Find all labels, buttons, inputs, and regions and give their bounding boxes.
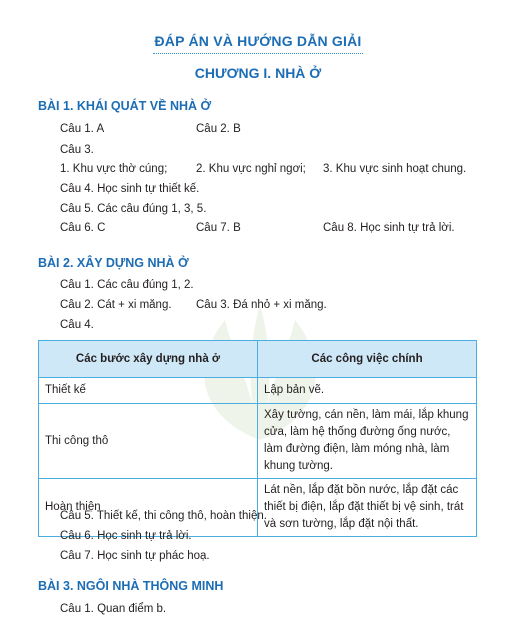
lesson-1-answer-4: Câu 4. Học sinh tự thiết kế. [60, 183, 200, 195]
table-header-tasks: Các công việc chính [258, 341, 477, 378]
table-header-row [39, 341, 477, 378]
page-title: ĐÁP ÁN VÀ HƯỚNG DẪN GIẢI [154, 33, 362, 49]
lesson-2-answer-2: Câu 2. Cát + xi măng. [60, 299, 172, 311]
table-header-step: Các bước xây dựng nhà ở [39, 341, 258, 378]
lesson-1-heading: BÀI 1. KHÁI QUÁT VỀ NHÀ Ở [38, 99, 212, 113]
table-cell-tasks: Lát nền, lắp đặt bồn nước, lắp đặt các thiết bị điện, lắp đặt thiết bị vệ sinh, trát và sơn tường, lắp đặt nội thất. [258, 479, 477, 537]
lesson-1-answer-3a: 1. Khu vực thờ cúng; [60, 163, 168, 175]
lesson-1-answer-8: Câu 8. Học sinh tự trả lời. [323, 222, 455, 234]
table-cell-step: Hoàn thiện [39, 479, 258, 537]
construction-steps-table [38, 340, 477, 537]
table-row [39, 479, 477, 537]
lesson-2-answer-4: Câu 4. [60, 319, 94, 331]
lesson-1-answer-5: Câu 5. Các câu đúng 1, 3, 5. [60, 203, 207, 215]
table-row [39, 404, 477, 479]
table-cell-tasks: Lập bản vẽ. [258, 378, 477, 404]
lesson-1-answer-3: Câu 3. [60, 144, 94, 156]
lesson-2-answer-5: Câu 5. Thiết kế, thi công thô, hoàn thiện. [60, 510, 267, 522]
lesson-1-answer-1: Câu 1. A [60, 123, 105, 135]
lesson-2-answer-7: Câu 7. Học sinh tự phác hoạ. [60, 550, 210, 562]
lesson-2-answer-3: Câu 3. Đá nhỏ + xi măng. [196, 299, 327, 311]
table-cell-tasks: Xây tường, cán nền, làm mái, lắp khung cửa, làm hệ thống đường ống nước, làm đường điện, làm móng nhà, làm khung tường. [258, 404, 477, 479]
lesson-1-answer-2: Câu 2. B [196, 123, 241, 135]
chapter-title: CHƯƠNG I. NHÀ Ở [194, 65, 322, 81]
title-divider [153, 53, 363, 54]
table-cell-step: Thiết kế [39, 378, 258, 404]
lesson-2-answer-6: Câu 6. Học sinh tự trả lời. [60, 530, 192, 542]
lesson-1-answer-7: Câu 7. B [196, 222, 241, 234]
lesson-1-answer-3c: 3. Khu vực sinh hoạt chung. [323, 163, 467, 175]
table-row [39, 378, 477, 404]
lesson-2-answer-1: Câu 1. Các câu đúng 1, 2. [60, 279, 194, 291]
lesson-3-answer-1: Câu 1. Quan điểm b. [60, 603, 167, 615]
lesson-1-answer-6: Câu 6. C [60, 222, 106, 234]
lesson-1-answer-3b: 2. Khu vực nghỉ ngơi; [196, 163, 306, 175]
table-cell-step: Thi công thô [39, 404, 258, 479]
lesson-2-heading: BÀI 2. XÂY DỰNG NHÀ Ở [38, 256, 189, 270]
lesson-3-heading: BÀI 3. NGÔI NHÀ THÔNG MINH [38, 579, 224, 593]
